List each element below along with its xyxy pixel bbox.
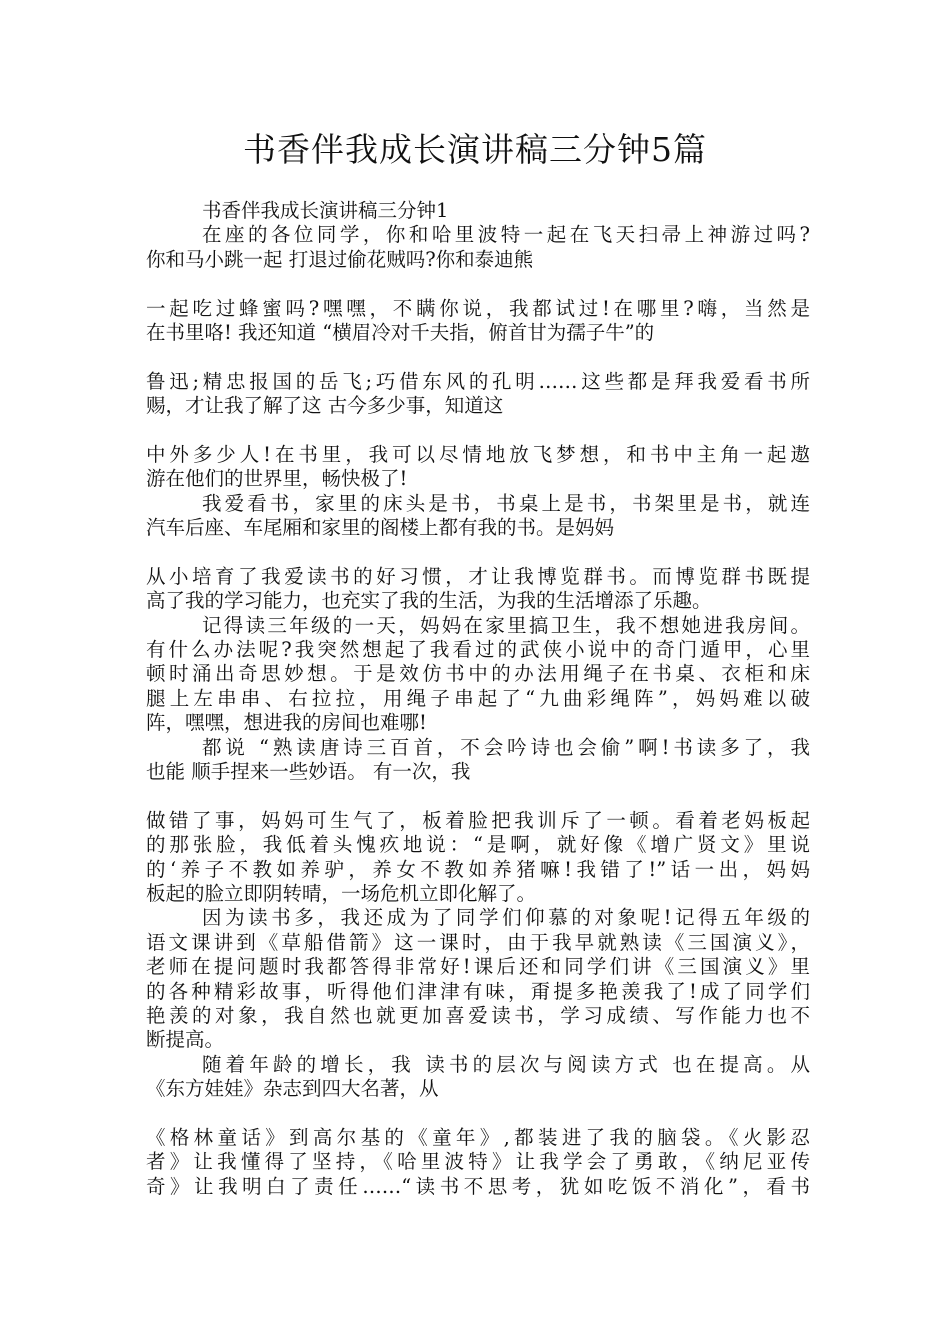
text-line: 奇》让我明白了责任……“读书不思考，犹如吃饭不消化”，看书 xyxy=(146,1174,810,1198)
text-line: 断提高。 xyxy=(146,1028,225,1052)
text-line: 者》让我懂得了坚持，《哈里波特》让我学会了勇敢，《纳尼亚传 xyxy=(146,1150,810,1174)
blank-line xyxy=(146,419,810,443)
text-line: 都说 “熟读唐诗三百首，不会吟诗也会偷”啊!书读多了，我 xyxy=(202,735,810,759)
blank-line xyxy=(146,272,810,296)
text-line: 阵，嘿嘿，想进我的房间也难哪! xyxy=(146,711,427,735)
text-line: 《东方娃娃》杂志到四大名著，从 xyxy=(146,1077,439,1101)
document-body xyxy=(146,199,810,1199)
text-line: 语文课讲到《草船借箭》这一课时，由于我早就熟读《三国演义》， xyxy=(146,930,810,954)
text-line: 高了我的学习能力，也充实了我的生活，为我的生活增添了乐趣。 xyxy=(146,589,712,613)
text-line: 老师在提问题时我都答得非常好!课后还和同学们讲《三国演义》里 xyxy=(146,955,810,979)
text-line: 艳羡的对象，我自然也就更加喜爱读书，学习成绩、写作能力也不 xyxy=(146,1003,810,1027)
text-line: 的‘养子不教如养驴，养女不教如养猪嘛!我错了!”话一出，妈妈 xyxy=(146,857,810,881)
text-line: 游在他们的世界里，畅快极了! xyxy=(146,467,408,491)
text-line: 赐，才让我了解了这 古今多少事，知道这 xyxy=(146,394,504,418)
text-line: 因为读书多，我还成为了同学们仰慕的对象呢!记得五年级的 xyxy=(202,906,810,930)
text-line: 在座的各位同学，你和哈里波特一起在飞天扫帚上神游过吗? xyxy=(202,223,810,247)
text-line: 的各种精彩故事，听得他们津津有味，甭提多艳羡我了!成了同学们 xyxy=(146,979,810,1003)
text-line: 腿上左串串、右拉拉，用绳子串起了“九曲彩绳阵”，妈妈难以破 xyxy=(146,686,810,710)
text-line: 有什么办法呢?我突然想起了我看过的武侠小说中的奇门遁甲，心里 xyxy=(146,638,810,662)
text-line: 在书里咯! 我还知道 “横眉冷对千夫指，俯首甘为孺子牛”的 xyxy=(146,320,655,344)
text-line: 《格林童话》到高尔基的《童年》,都装进了我的脑袋。《火影忍 xyxy=(146,1125,810,1149)
text-line: 板起的脸立即阴转晴，一场危机立即化解了。 xyxy=(146,881,537,905)
text-line: 一起吃过蜂蜜吗?嘿嘿，不瞒你说，我都试过!在哪里?嗨，当然是 xyxy=(146,296,810,320)
text-line: 汽车后座、车尾厢和家里的阁楼上都有我的书。是妈妈 xyxy=(146,516,615,540)
blank-line xyxy=(146,1101,810,1125)
blank-line xyxy=(146,540,810,564)
text-line: 也能 顺手捏来一些妙语。 有一次，我 xyxy=(146,759,471,783)
text-line: 顿时涌出奇思妙想。于是效仿书中的办法用绳子在书桌、衣柜和床 xyxy=(146,662,810,686)
text-line: 做错了事，妈妈可生气了，板着脸把我训斥了一顿。看着老妈板起 xyxy=(146,808,810,832)
document-title: 书香伴我成长演讲稿三分钟5篇 xyxy=(243,130,707,169)
blank-line xyxy=(146,784,810,808)
text-line: 我爱看书，家里的床头是书，书桌上是书，书架里是书，就连 xyxy=(202,491,810,515)
text-line: 记得读三年级的一天，妈妈在家里搞卫生，我不想她进我房间。 xyxy=(202,613,810,637)
blank-line xyxy=(146,345,810,369)
text-line: 随着年龄的增长，我 读书的层次与阅读方式 也在提高。从 xyxy=(202,1052,810,1076)
text-line: 中外多少人!在书里，我可以尽情地放飞梦想，和书中主角一起遨 xyxy=(146,442,810,466)
section-heading: 书香伴我成长演讲稿三分钟1 xyxy=(202,199,449,222)
text-line: 鲁迅;精忠报国的岳飞;巧借东风的孔明……这些都是拜我爱看书所 xyxy=(146,369,810,393)
text-line: 从小培育了我爱读书的好习惯，才让我博览群书。而博览群书既提 xyxy=(146,564,810,588)
text-line: 你和马小跳一起 打退过偷花贼吗?你和泰迪熊 xyxy=(146,247,534,271)
text-line: 的那张脸，我低着头愧疚地说：“是啊，就好像《增广贤文》里说 xyxy=(146,833,810,857)
